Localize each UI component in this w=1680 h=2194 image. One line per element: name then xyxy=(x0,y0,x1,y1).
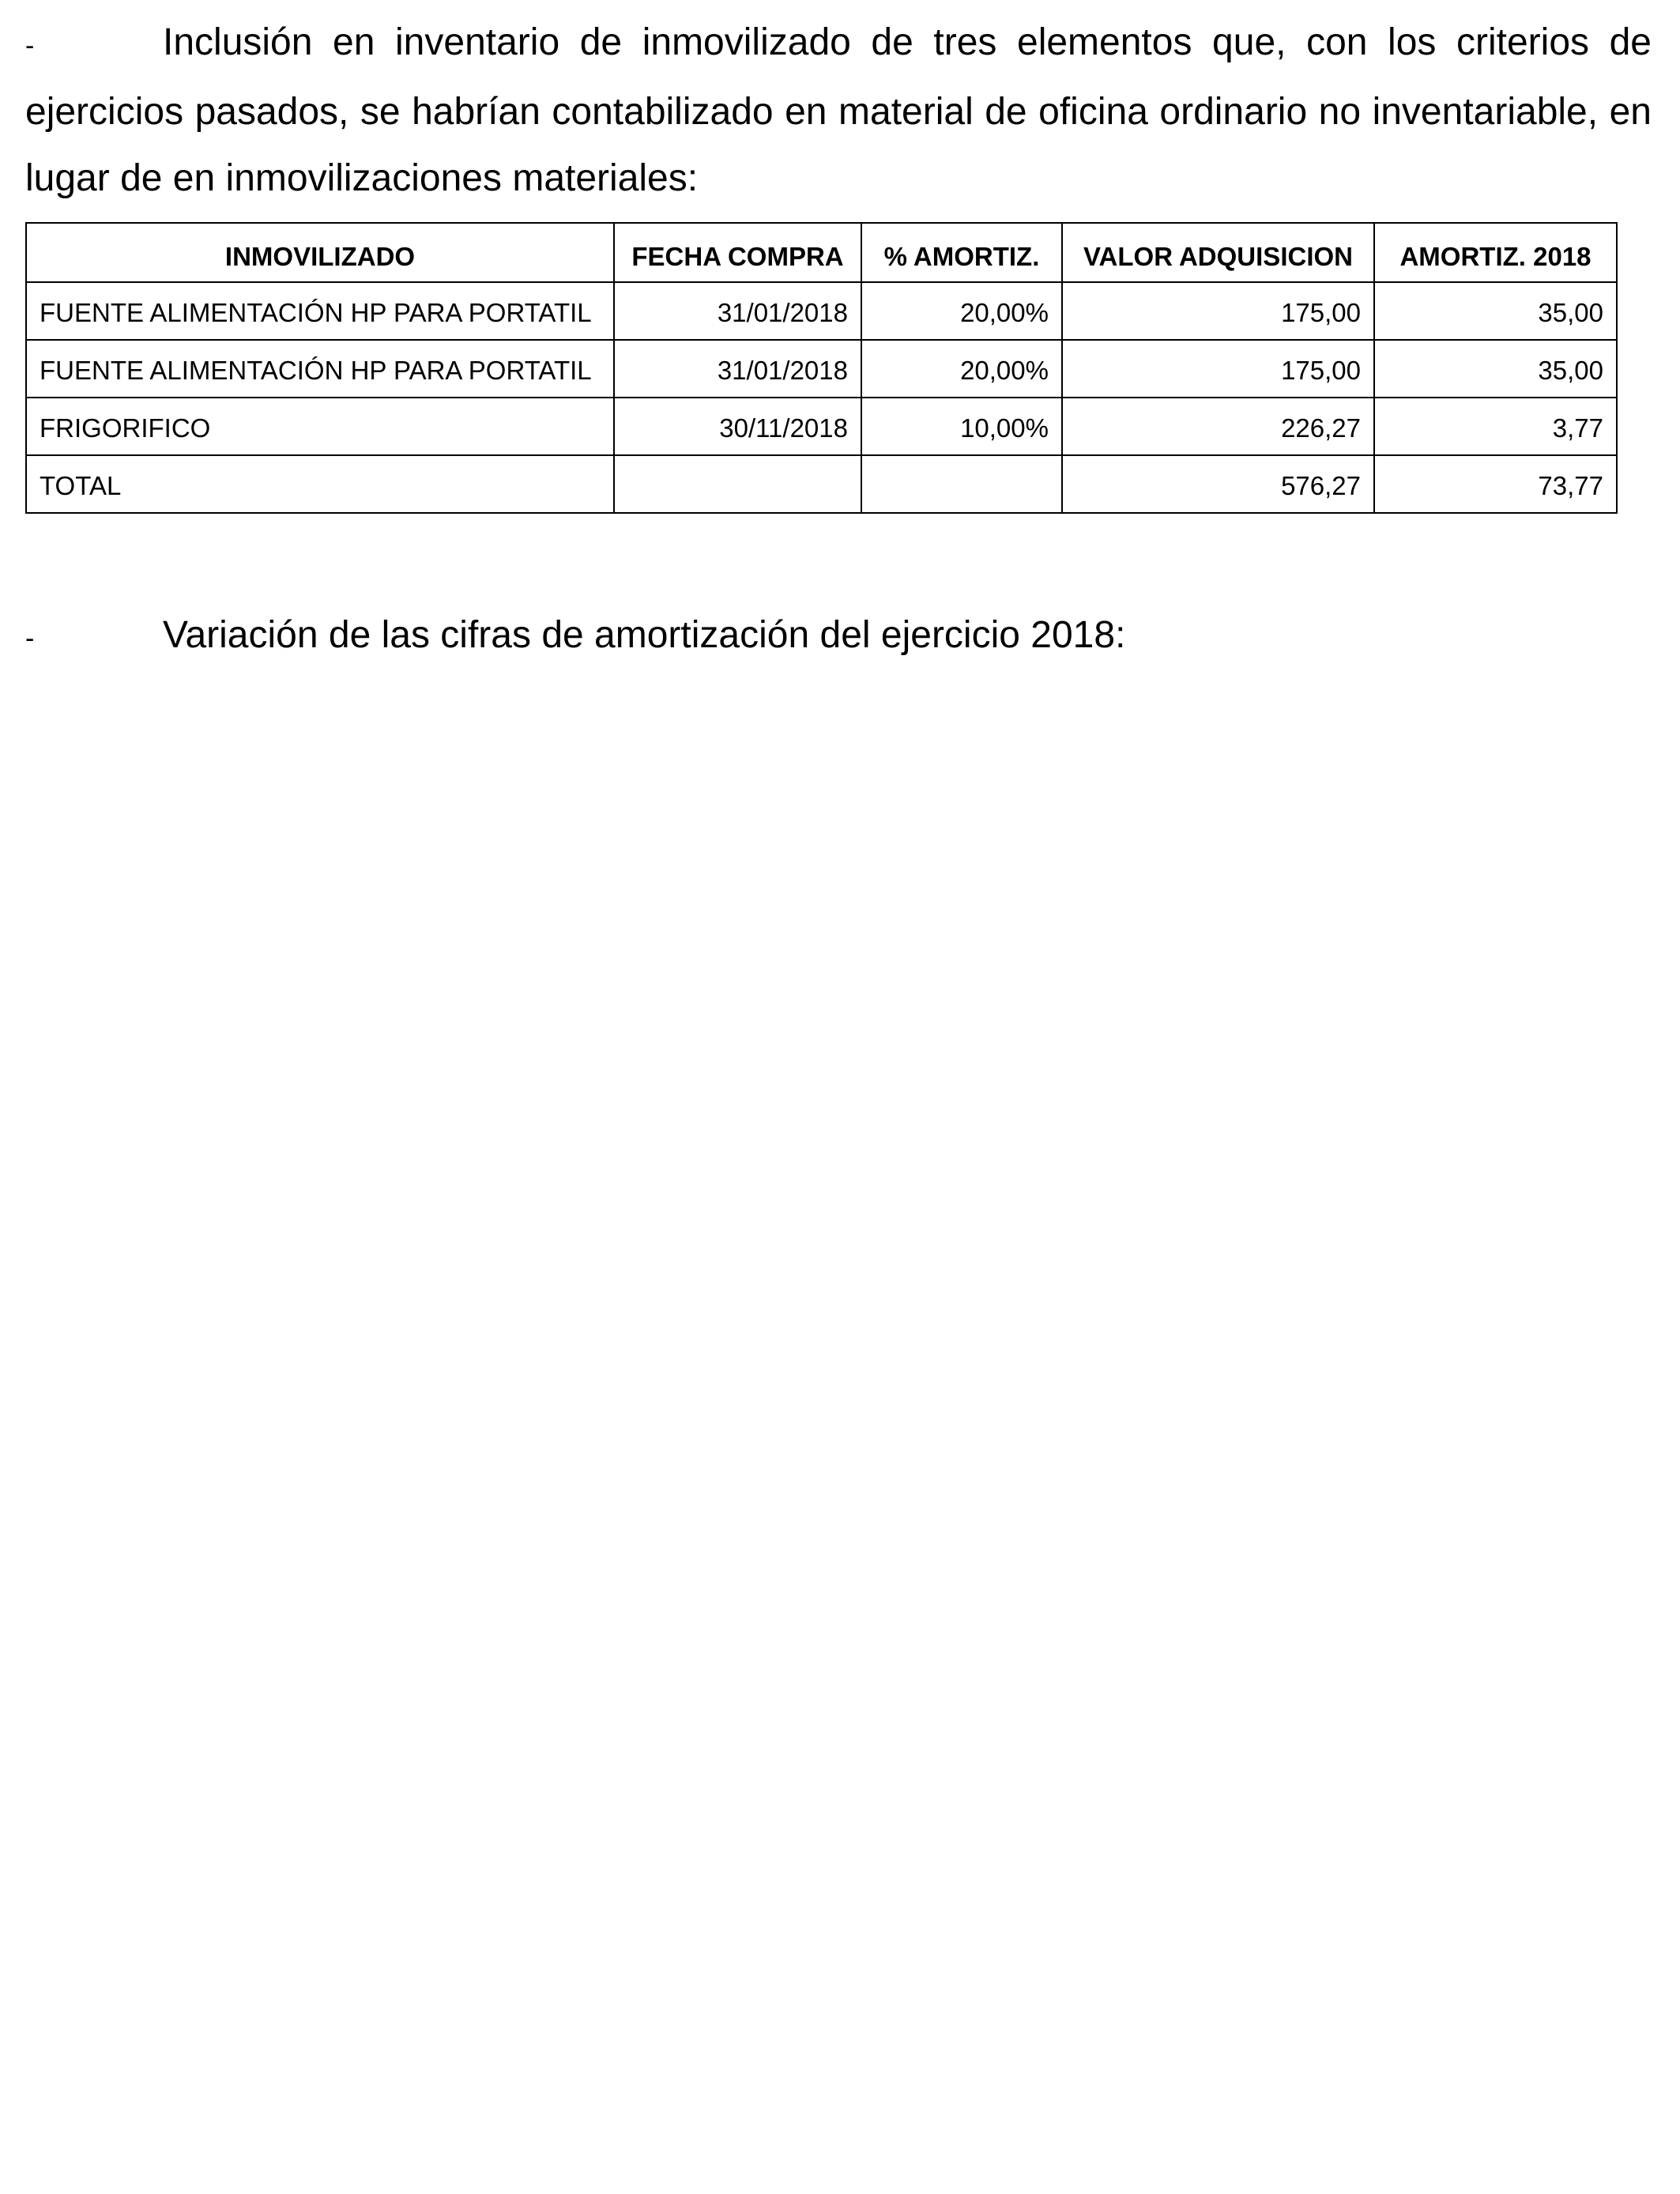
header-inmovilizado: INMOVILIZADO xyxy=(26,223,614,282)
cell-amortiz-pct: 20,00% xyxy=(861,340,1062,398)
header-fecha-compra: FECHA COMPRA xyxy=(614,223,861,282)
paragraph-inclusion xyxy=(25,9,1652,212)
cell-fecha-compra: 31/01/2018 xyxy=(614,282,861,340)
cell-inmovilizado: FUENTE ALIMENTACIÓN HP PARA PORTATIL xyxy=(26,340,614,398)
table-total-row xyxy=(26,455,1617,513)
cell-amortiz-2018: 3,77 xyxy=(1374,398,1617,455)
table-header-row xyxy=(26,223,1617,282)
inventory-table xyxy=(25,222,1618,514)
cell-amortiz-pct: 10,00% xyxy=(861,398,1062,455)
header-amortiz-pct: % AMORTIZ. xyxy=(861,223,1062,282)
paragraph-variacion xyxy=(25,602,1652,672)
table-row xyxy=(26,340,1617,398)
cell-amortiz-2018: 35,00 xyxy=(1374,340,1617,398)
cell-valor-adquisicion: 226,27 xyxy=(1062,398,1374,455)
cell-amortiz-pct: 20,00% xyxy=(861,282,1062,340)
cell-valor-adquisicion: 175,00 xyxy=(1062,282,1374,340)
cell-total-valor-adquisicion: 576,27 xyxy=(1062,455,1374,513)
header-valor-adquisicion: VALOR ADQUISICION xyxy=(1062,223,1374,282)
paragraph-inclusion-text: Inclusión en inventario de inmovilizado de tres elementos que, con los criterios de ejercicios pasados, se habrían contabilizado en material de oficina ordinario no inventariable, en lugar de en inmovilizaciones materiales: xyxy=(25,21,1652,199)
cell-total-amortiz-pct xyxy=(861,455,1062,513)
cell-total-fecha-compra xyxy=(614,455,861,513)
cell-total-amortiz-2018: 73,77 xyxy=(1374,455,1617,513)
paragraph-variacion-text: Variación de las cifras de amortización del ejercicio 2018: xyxy=(163,614,1126,656)
header-amortiz-2018: AMORTIZ. 2018 xyxy=(1374,223,1617,282)
cell-total-label: TOTAL xyxy=(26,455,614,513)
cell-inmovilizado: FUENTE ALIMENTACIÓN HP PARA PORTATIL xyxy=(26,282,614,340)
cell-amortiz-2018: 35,00 xyxy=(1374,282,1617,340)
cell-valor-adquisicion: 175,00 xyxy=(1062,340,1374,398)
table-row xyxy=(26,398,1617,455)
bullet-dash: - xyxy=(25,624,35,654)
bullet-dash: - xyxy=(25,31,35,61)
cell-inmovilizado: FRIGORIFICO xyxy=(26,398,614,455)
cell-fecha-compra: 31/01/2018 xyxy=(614,340,861,398)
cell-fecha-compra: 30/11/2018 xyxy=(614,398,861,455)
table-row xyxy=(26,282,1617,340)
